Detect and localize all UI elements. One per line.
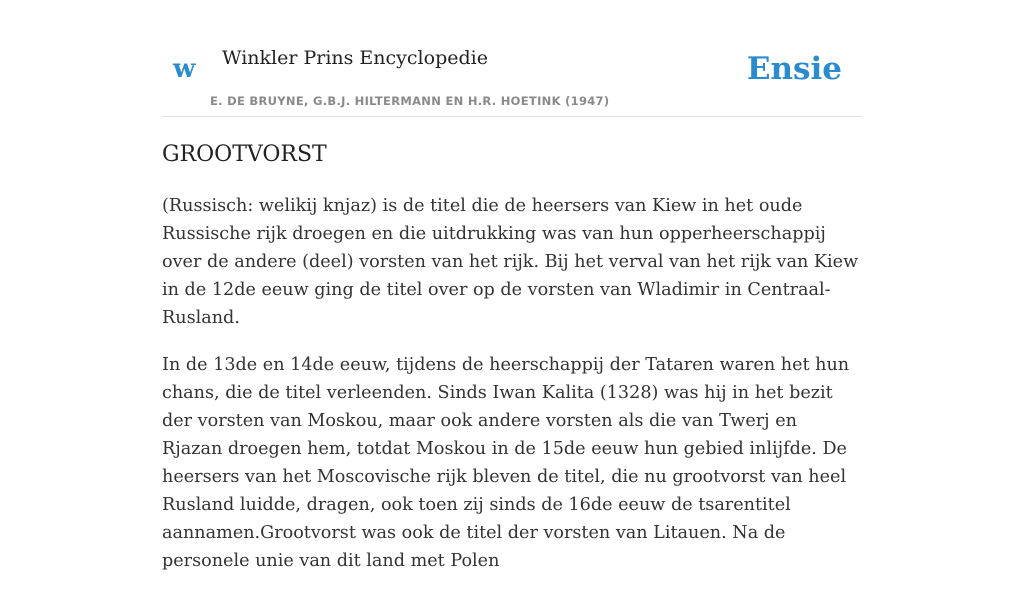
article-paragraph: In de 13de en 14de eeuw, tijdens de heerschappij der Tataren waren het hun chans, die de titel verleenden. Sinds Iwan Kalita (1328) was hij in het bezit der vorsten van Moskou, maar ook andere vorsten als die van Twerj en Rjazan droegen hem, totdat Moskou in de 15de eeuw hun gebied inlijfde. De heersers van het Moscovische rijk bleven de titel, die nu grootvorst van heel Rusland luidde, dragen, ook toen zij sinds de 16de eeuw de tsarentitel aannamen.Grootvorst was ook de titel der vorsten van Litauen. Na de personele unie van dit land met Polen [162, 355, 850, 571]
article-title: GROOTVORST [162, 142, 327, 167]
ensie-logo-link[interactable]: Ensie [746, 51, 842, 87]
winkler-prins-logo[interactable]: w [173, 54, 196, 84]
article-body [162, 192, 862, 594]
source-authors: E. DE BRUYNE, G.B.J. HILTERMANN EN H.R. HOETINK (1947) [210, 94, 610, 108]
source-title-link[interactable]: Winkler Prins Encyclopedie [222, 47, 488, 69]
source-header [162, 0, 862, 117]
encyclopedia-page [162, 0, 862, 571]
article-paragraph: (Russisch: welikij knjaz) is de titel die de heersers van Kiew in het oude Russische rijk droegen en die uitdrukking was van hun opperheerschappij over de andere (deel) vorsten van het rijk. Bij het verval van het rijk van Kiew in de 12de eeuw ging de titel over op de vorsten van Wladimir in Centraal-Rusland. [162, 196, 859, 328]
